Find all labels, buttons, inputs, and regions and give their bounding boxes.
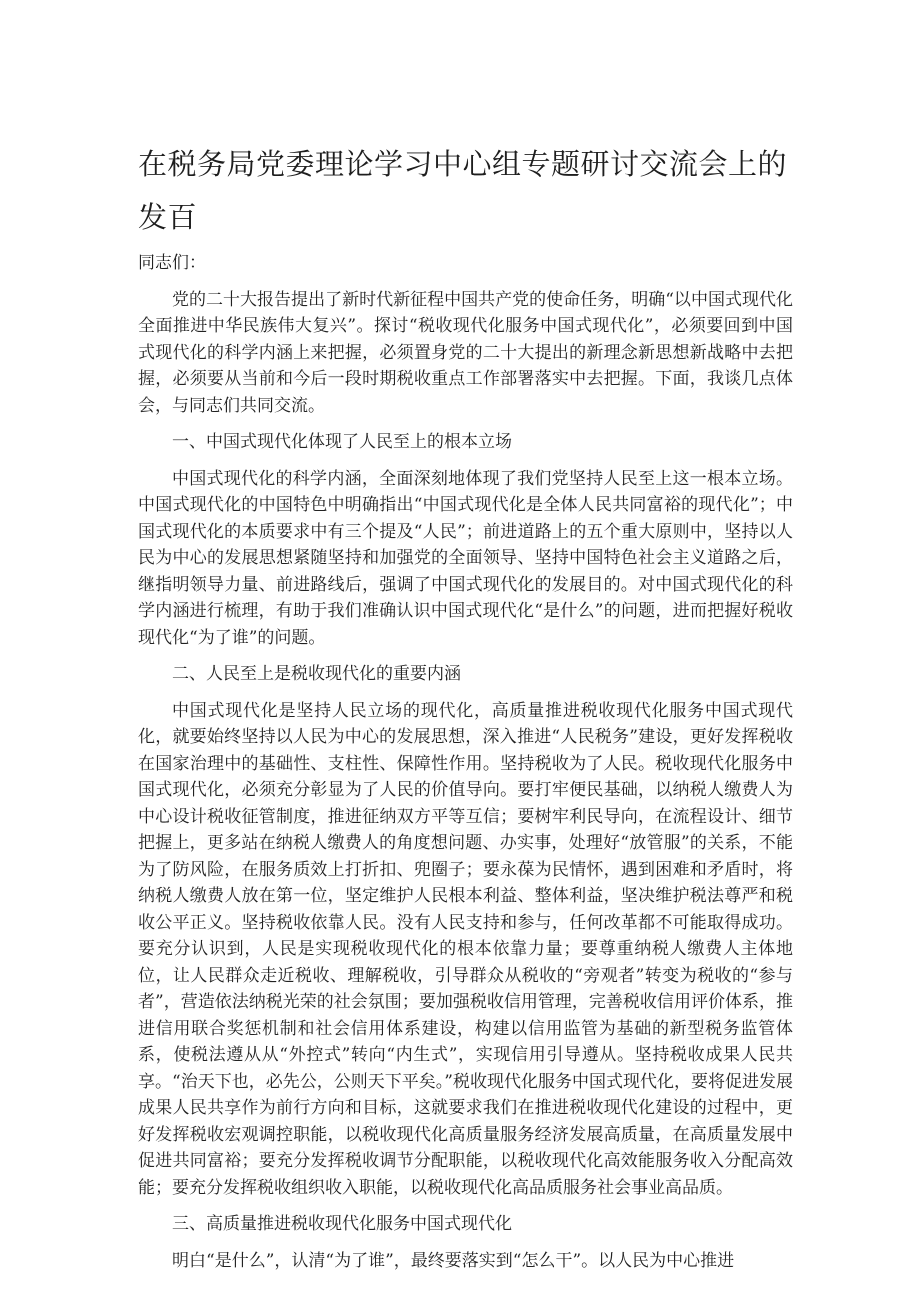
intro-paragraph: 党的二十大报告提出了新时代新征程中国共产党的使命任务，明确“以中国式现代化全面推进中华民族伟大复兴”。探讨“税收现代化服务中国式现代化”，必须要回到中国式现代化的科学内涵上来把握，必须置身党的二十大提出的新理念新思想新战略中去把握，必须要从当前和今后一段时期税收重点工作部署落实中去把握。下面，我谈几点体会，与同志们共同交流。 [138,289,793,416]
document-title: 在税务局党委理论学习中心组专题研讨交流会上的发百 [138,147,788,234]
section-3-paragraph: 明白“是什么”，认清“为了谁”，最终要落实到“怎么干”。以人民为中心推进 [172,1250,735,1271]
section-2-paragraph: 中国式现代化是坚持人民立场的现代化，高质量推进税收现代化服务中国式现代化，就要始终坚持以人民为中心的发展思想，深入推进“人民税务”建设，更好发挥税收在国家治理中的基础性、支柱性、保障性作用。坚持税收为了人民。税收现代化服务中国式现代化，必须充分彰显为了人民的价值导向。要打牢便民基础，以纳税人缴费人为中心设计税收征管制度，推进征纳双方平等互信；要树牢利民导向，在流程设计、细节把握上，更多站在纳税人缴费人的角度想问题、办实事，处理好“放管服”的关系，不能为了防风险，在服务质效上打折扣、兜圈子；要永葆为民情怀，遇到困难和矛盾时，将纳税人缴费人放在第一位，坚定维护人民根本利益、整体利益，坚决维护税法尊严和税收公平正义。坚持税收依靠人民。没有人民支持和参与，任何改革都不可能取得成功。要充分认识到，人民是实现税收现代化的根本依靠力量；要尊重纳税人缴费人主体地位，让人民群众走近税收、理解税收，引导群众从税收的“旁观者”转变为税收的“参与者”，营造依法纳税光荣的社会氛围；要加强税收信用管理，完善税收信用评价体系，推进信用联合奖惩机制和社会信用体系建设，构建以信用监管为基础的新型税务监管体系，使税法遵从从“外控式”转向“内生式”，实现信用引导遵从。坚持税收成果人民共享。“治天下也，必先公，公则天下平矣。”税收现代化服务中国式现代化，要将促进发展成果人民共享作为前行方向和目标，这就要求我们在推进税收现代化建设的过程中，更好发挥税收宏观调控职能，以税收现代化高质量服务经济发展高质量，在高质量发展中促进共同富裕；要充分发挥税收调节分配职能，以税收现代化高效能服务收入分配高效能；要充分发挥税收组织收入职能，以税收现代化高品质服务社会事业高品质。 [138,700,793,1198]
section-heading-1: 一、中国式现代化体现了人民至上的根本立场 [172,432,512,452]
section-1-paragraph: 中国式现代化的科学内涵，全面深刻地体现了我们党坚持人民至上这一根本立场。中国式现代化的中国特色中明确指出“中国式现代化是全体人民共同富裕的现代化”；中国式现代化的本质要求中有三个提及“人民”；前进道路上的五个重大原则中，坚持以人民为中心的发展思想紧随坚持和加强党的全面领导、坚持中国特色社会主义道路之后，继指明领导力量、前进路线后，强调了中国式现代化的发展目的。对中国式现代化的科学内涵进行梳理，有助于我们准确认识中国式现代化“是什么”的问题，进而把握好税收现代化“为了谁”的问题。 [138,468,793,648]
section-heading-3: 三、高质量推进税收现代化服务中国式现代化 [172,1214,512,1234]
salutation: 同志们： [138,253,206,273]
document-body [138,250,793,1284]
section-heading-2: 二、人民至上是税收现代化的重要内涵 [172,664,461,684]
